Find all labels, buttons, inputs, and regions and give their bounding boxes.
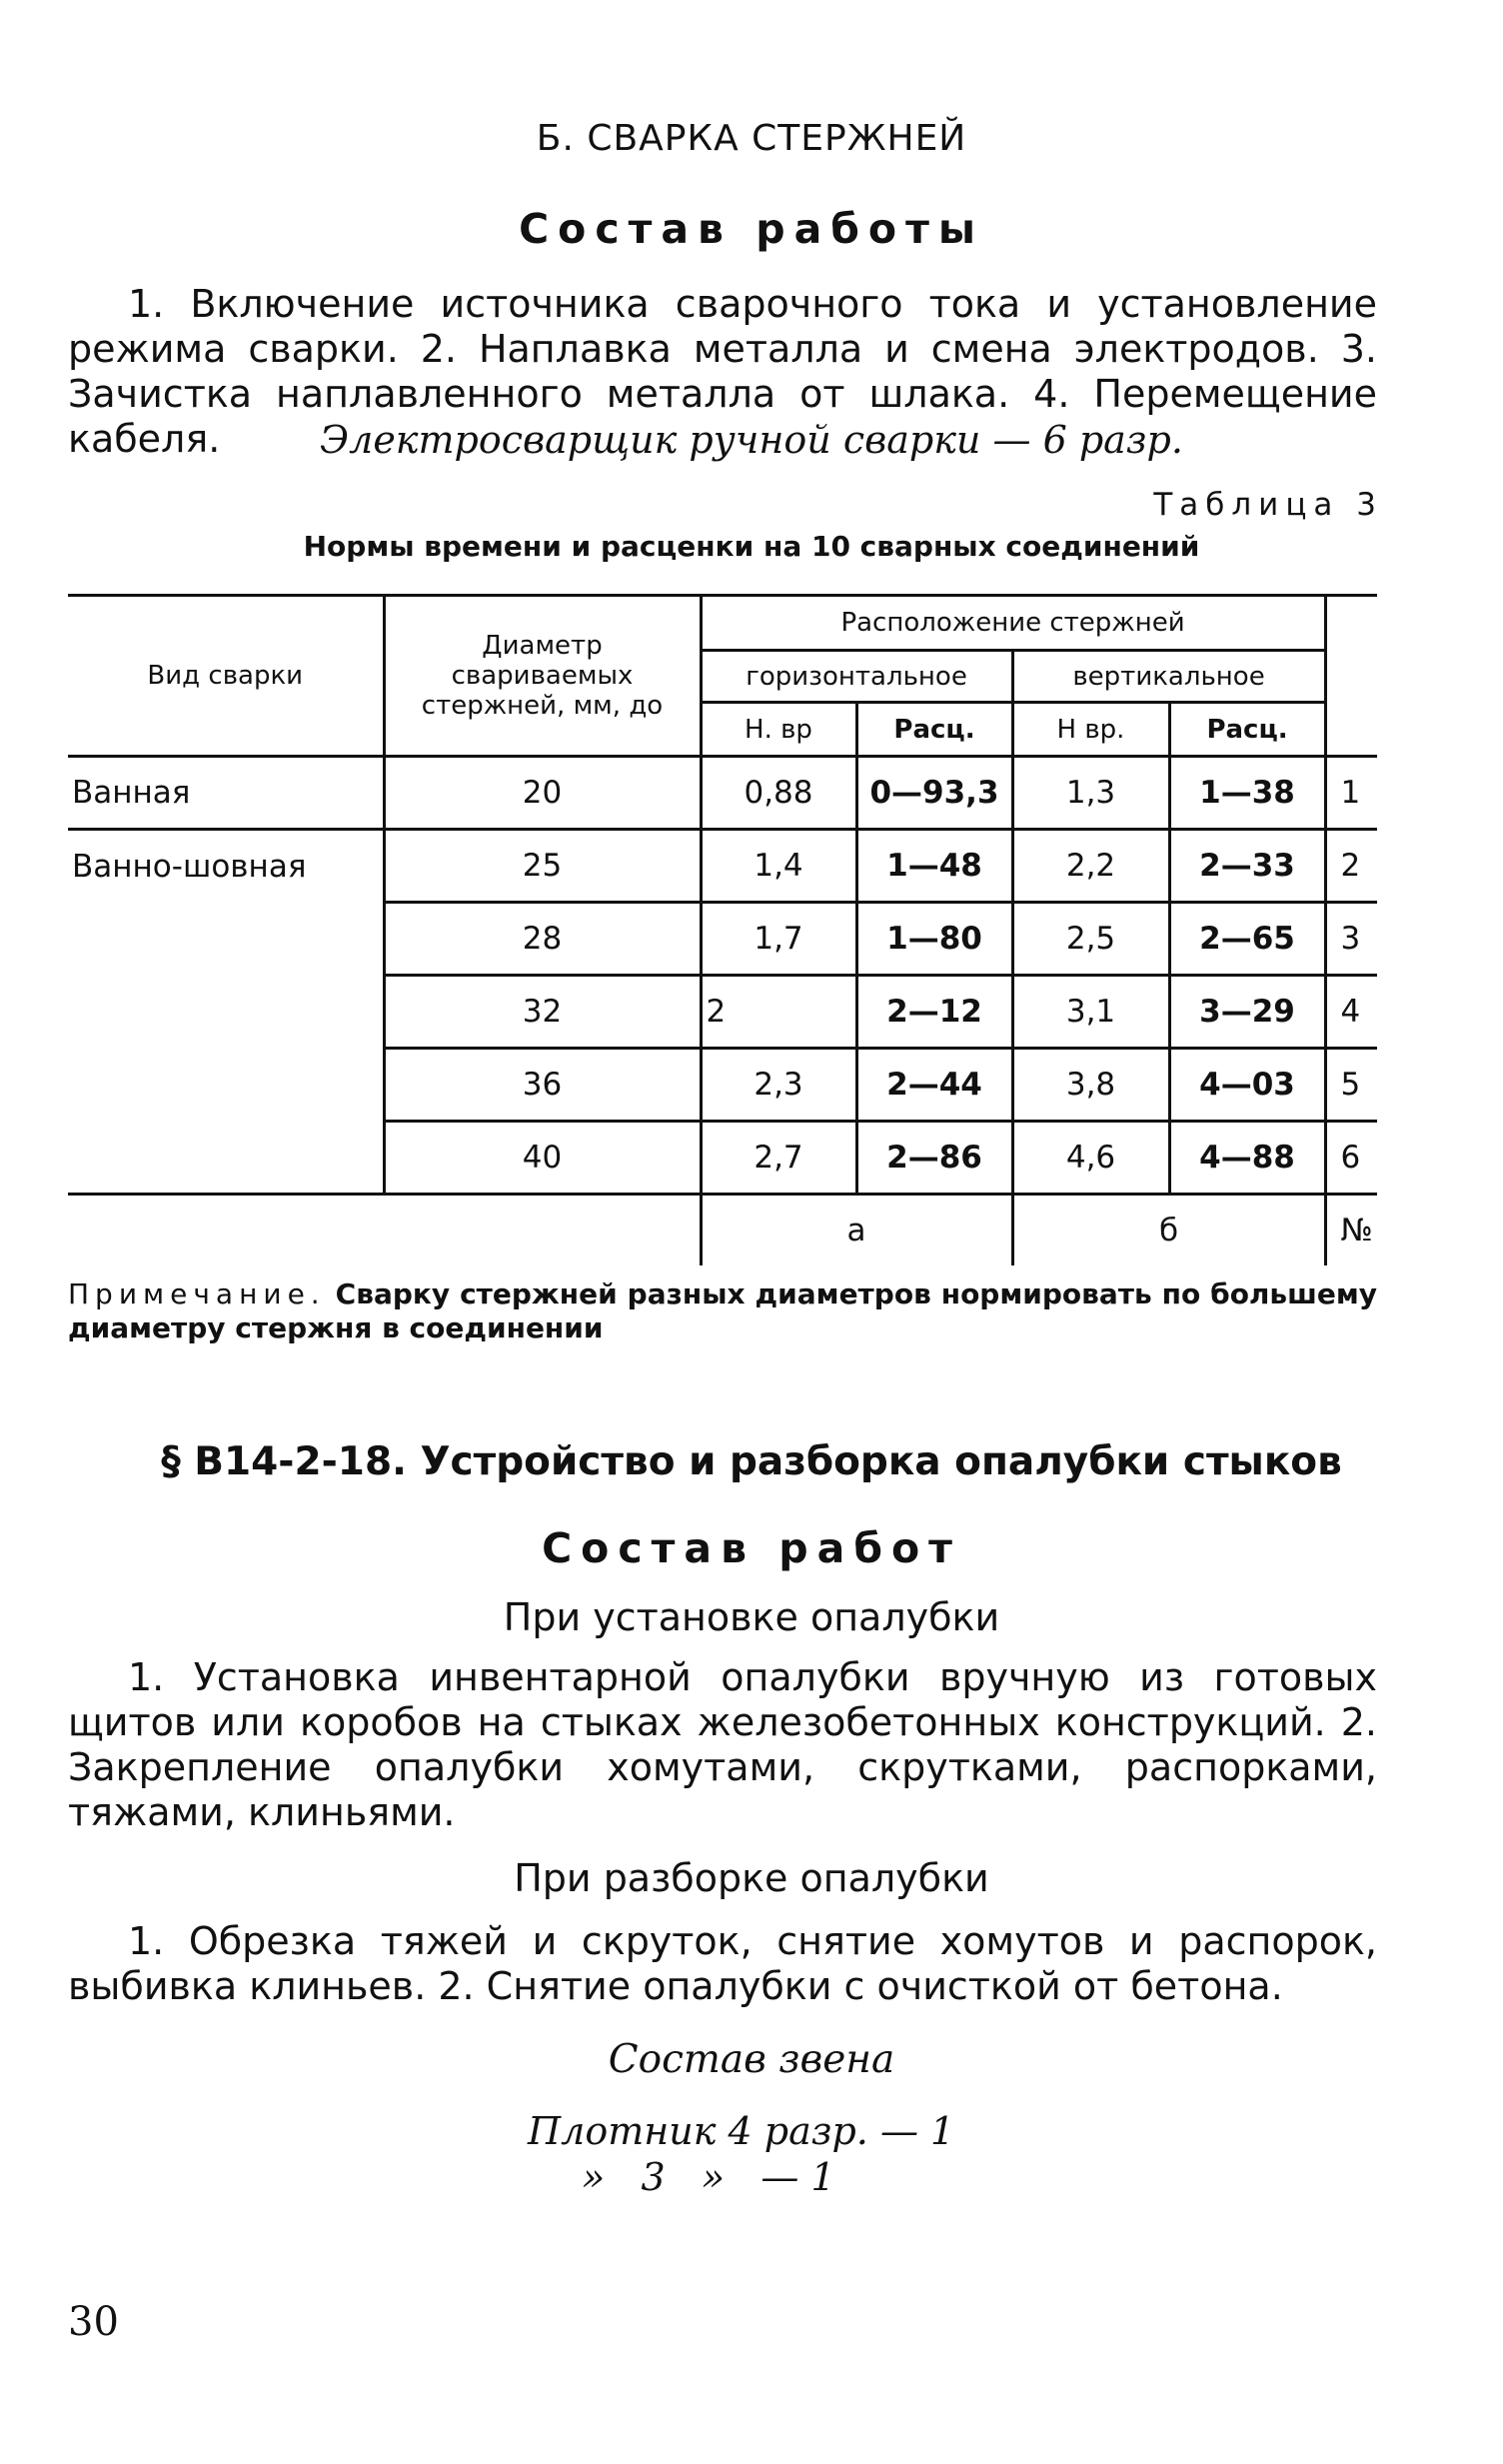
norms-table <box>68 594 1377 1265</box>
cell-vid <box>68 976 384 1049</box>
header-h-rasc: Расц. <box>856 703 1012 757</box>
cell-h-rasc: 2—12 <box>856 976 1012 1049</box>
cell-diameter: 36 <box>384 1049 701 1122</box>
section-title: Б. СВАРКА СТЕРЖНЕЙ <box>536 118 967 159</box>
table-note <box>68 1277 1377 1345</box>
cell-v-rasc: 4—88 <box>1169 1122 1325 1195</box>
header-diameter: Диаметр свариваемых стержней, мм, до <box>384 596 701 757</box>
cell-h-rasc: 2—44 <box>856 1049 1012 1122</box>
crew-line: Плотник 4 разр. — 1 <box>528 2109 955 2153</box>
cell-num: 4 <box>1325 976 1377 1049</box>
table-row <box>68 830 1377 903</box>
cell-vid <box>68 903 384 976</box>
cell-diameter: 20 <box>384 757 701 830</box>
cell-num: 6 <box>1325 1122 1377 1195</box>
dismantle-text <box>68 1919 1377 2009</box>
cell-v-vr: 4,6 <box>1012 1122 1169 1195</box>
cell-h-rasc: 1—48 <box>856 830 1012 903</box>
table-footer-row <box>68 1195 1377 1266</box>
table-row <box>68 976 1377 1049</box>
footer-num: № <box>1340 1213 1373 1248</box>
cell-diameter: 32 <box>384 976 701 1049</box>
cell-h-rasc: 1—80 <box>856 903 1012 976</box>
crew-line: » 3 » — 1 <box>582 2155 835 2199</box>
crew-heading: Состав звена <box>608 2037 895 2082</box>
cell-diameter: 25 <box>384 830 701 903</box>
footer-blank <box>384 1195 701 1266</box>
header-num-blank <box>1325 596 1377 757</box>
header-v-vr: Н вр. <box>1012 703 1169 757</box>
table-title: Нормы времени и расценки на 10 сварных соединений <box>303 530 1200 563</box>
header-horizontal: горизонтальное <box>701 651 1012 703</box>
work-composition-heading: Состав работы <box>519 205 984 253</box>
table-header-row <box>68 596 1377 651</box>
cell-v-vr: 3,1 <box>1012 976 1169 1049</box>
dismantle-paragraph: 1. Обрезка тяжей и скруток, снятие хомутов и распорок, выбивка клиньев. 2. Снятие опалубки с очисткой от бетона. <box>68 1919 1377 2008</box>
footer-a: а <box>701 1195 1012 1266</box>
cell-h-vr: 2,3 <box>701 1049 856 1122</box>
cell-h-vr: 0,88 <box>701 757 856 830</box>
header-h-vr: Н. вр <box>701 703 856 757</box>
work-composition-heading: Состав работ <box>542 1524 961 1572</box>
table-row <box>68 757 1377 830</box>
header-location: Расположение стержней <box>701 596 1325 651</box>
cell-vid: Ванно-шовная <box>72 848 307 885</box>
cell-h-rasc: 0—93,3 <box>856 757 1012 830</box>
cell-h-vr: 2 <box>701 976 856 1049</box>
note-text: Сварку стержней разных диаметров нормировать по большему диаметру стержня в соединении <box>68 1277 1378 1344</box>
cell-num: 2 <box>1325 830 1377 903</box>
cell-v-rasc: 2—65 <box>1169 903 1325 976</box>
install-text <box>68 1655 1377 1835</box>
cell-h-vr: 1,7 <box>701 903 856 976</box>
note-label: Примечание. <box>68 1277 326 1310</box>
footer-blank <box>68 1195 384 1266</box>
cell-h-rasc: 2—86 <box>856 1122 1012 1195</box>
cell-diameter: 28 <box>384 903 701 976</box>
cell-v-rasc: 1—38 <box>1169 757 1325 830</box>
cell-v-rasc: 2—33 <box>1169 830 1325 903</box>
install-subtitle: При установке опалубки <box>503 1595 1000 1639</box>
page-number: 30 <box>68 2299 119 2345</box>
cell-num: 1 <box>1325 757 1377 830</box>
work-steps-paragraph: 1. Включение источника сварочного тока и установление режима сварки. 2. Наплавка металла и смена электродов. 3. Зачистка наплавленного металла от шлака. 4. Перемещение кабеля. <box>68 282 1377 461</box>
dismantle-subtitle: При разборке опалубки <box>514 1856 989 1900</box>
cell-v-vr: 3,8 <box>1012 1049 1169 1122</box>
table-row <box>68 903 1377 976</box>
cell-h-vr: 1,4 <box>701 830 856 903</box>
cell-h-vr: 2,7 <box>701 1122 856 1195</box>
header-vertical: вертикальное <box>1012 651 1325 703</box>
cell-v-rasc: 4—03 <box>1169 1049 1325 1122</box>
install-paragraph: 1. Установка инвентарной опалубки вручную из готовых щитов или коробов на стыках железобетонных конструкций. 2. Закрепление опалубки хомутами, скрутками, распорками, тяжами, клиньями. <box>68 1655 1377 1834</box>
cell-v-vr: 1,3 <box>1012 757 1169 830</box>
table-row <box>68 1049 1377 1122</box>
section-title: § В14-2-18. Устройство и разборка опалубки стыков <box>161 1439 1342 1484</box>
cell-vid <box>68 1049 384 1122</box>
cell-num: 5 <box>1325 1049 1377 1122</box>
header-v-rasc: Расц. <box>1169 703 1325 757</box>
cell-vid: Ванная <box>68 757 384 830</box>
cell-v-vr: 2,2 <box>1012 830 1169 903</box>
cell-vid <box>68 1122 384 1195</box>
cell-v-rasc: 3—29 <box>1169 976 1325 1049</box>
cell-v-vr: 2,5 <box>1012 903 1169 976</box>
cell-num: 3 <box>1325 903 1377 976</box>
header-vid: Вид сварки <box>68 596 384 757</box>
table-label: Таблица 3 <box>1153 487 1383 523</box>
cell-diameter: 40 <box>384 1122 701 1195</box>
worker-line: Электросварщик ручной сварки — 6 разр. <box>320 418 1183 462</box>
table-row <box>68 1122 1377 1195</box>
footer-b: б <box>1012 1195 1325 1266</box>
